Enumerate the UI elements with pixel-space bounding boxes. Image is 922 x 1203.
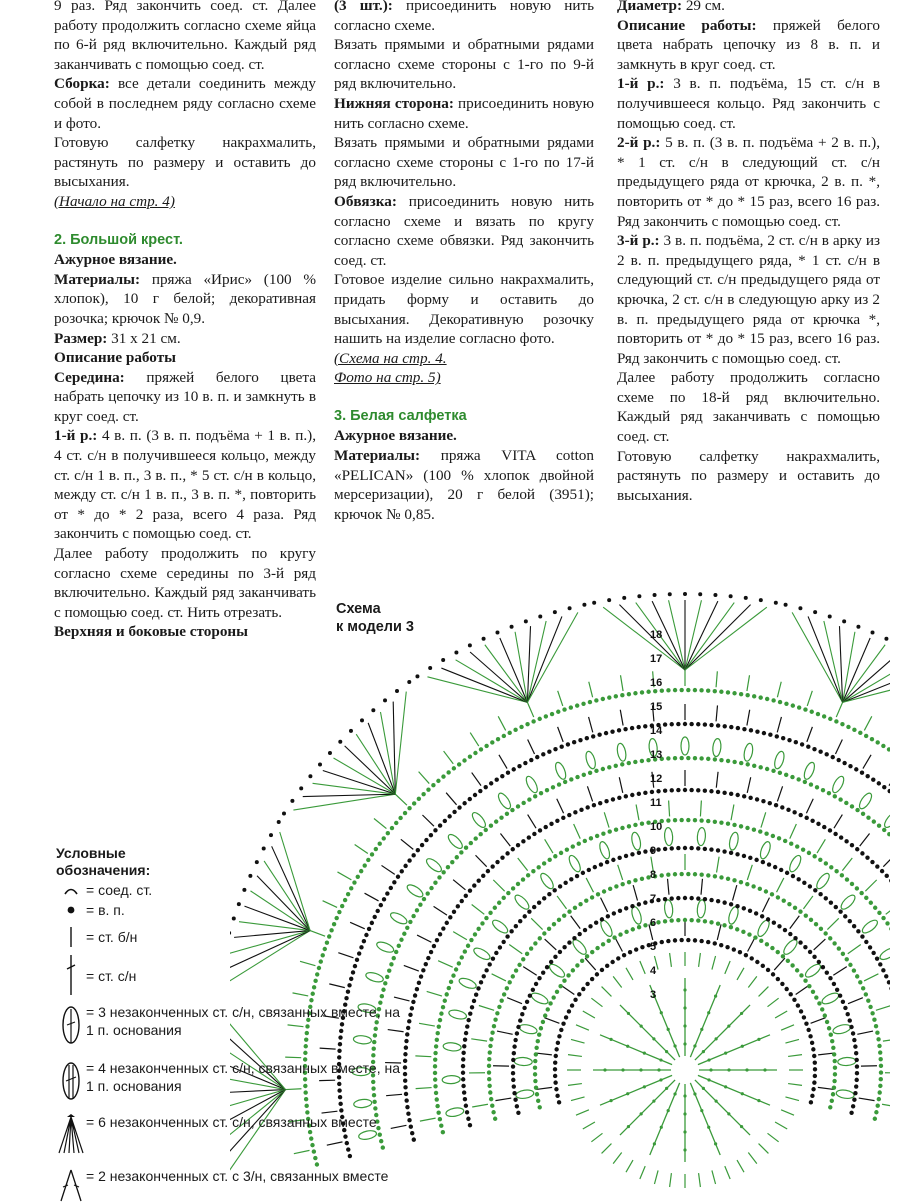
col3-para-2: Готовую салфетку накрахмалить, растянуть по размеру и оставить до высыхания.	[617, 447, 880, 506]
row-number-18: 18	[650, 629, 662, 641]
materials-para-3	[334, 446, 594, 524]
col3-para-1: Далее работу продолжить согласно схеме по 18-й ряд включительно. Каждый ряд заканчивать с помощью соед. ст.	[617, 368, 880, 446]
c3-row3-label: 3-й р.:	[617, 232, 660, 249]
c3-row1-para	[617, 74, 880, 133]
diameter-label: Диаметр:	[617, 0, 682, 14]
c3-row1-label: 1-й р.:	[617, 75, 664, 92]
section-title-3: 3. Белая салфетка	[334, 407, 594, 427]
bottom-text: присоединить новую нить согласно схеме.	[334, 95, 594, 132]
size-text: 31 х 21 см.	[107, 330, 180, 347]
row-number-3: 3	[650, 989, 656, 1001]
cluster-3-icon	[59, 1003, 83, 1047]
subtitle-2: Ажурное вязание.	[54, 250, 316, 270]
legend-item-6dc-cluster	[56, 1113, 406, 1157]
row-number-15: 15	[650, 701, 662, 713]
legend-text-5: = 3 незаконченных ст. с/н, связанных вместе, на 1 п. основания	[86, 1003, 406, 1039]
col2-para-2: Вязать прямыми и обратными рядами согласно схеме стороны с 1-го по 9-й ряд включительно.	[334, 35, 594, 94]
row-number-4: 4	[650, 965, 657, 977]
slip-stitch-icon	[61, 881, 81, 899]
work-desc-para	[617, 16, 880, 75]
legend-text-1: = соед. ст.	[86, 881, 152, 899]
assembly-text: все детали соединить между собой в последнем ряду согласно схеме и фото.	[54, 75, 316, 131]
col2-p1-text: присоединить новую нить согласно схеме.	[334, 0, 594, 34]
legend	[56, 845, 416, 879]
work-title: Описание работы	[54, 348, 316, 368]
subtitle-3: Ажурное вязание.	[334, 426, 594, 446]
assembly-label: Сборка:	[54, 75, 110, 92]
row-number-12: 12	[650, 773, 662, 785]
edge-para	[334, 192, 594, 270]
col1-page-ref: (Начало на стр. 4)	[54, 192, 316, 212]
legend-text-8: = 2 незаконченных ст. с 3/н, связанных вместе	[86, 1167, 406, 1185]
row-number-13: 13	[650, 749, 662, 761]
legend-text-4: = ст. с/н	[86, 953, 136, 985]
row-number-11: 11	[650, 797, 662, 809]
schema-title-line-1: Схема	[336, 600, 414, 618]
legend-text-3: = ст. б/н	[86, 925, 137, 946]
row-number-8: 8	[650, 869, 656, 881]
col1-para-1: 9 раз. Ряд закончить соед. ст. Далее работу продолжить согласно схеме яйца по 6-й ряд включительно. Каждый ряд заканчивать с помощью соед. ст.	[54, 0, 316, 74]
column-1	[54, 0, 316, 642]
edge-text: присоединить новую нить согласно схеме и вязать по кругу согласно схеме обвязки. Ряд закончить соед. ст.	[334, 193, 594, 269]
legend-item-slip-stitch	[56, 881, 152, 899]
center-para	[54, 368, 316, 427]
row-number-6: 6	[650, 917, 656, 929]
cluster-2tr-icon	[57, 1167, 85, 1203]
c3-row2-text: 5 в. п. (3 в. п. подъёма + 2 в. п.), * 1 ст. с/н в следующий ст. с/н предыдущего ряда от крючка, 2 в. п. *, повторить от * до * 15 раз, всего 16 раз. Ряд закончить с помощью соед. ст.	[617, 134, 880, 229]
materials-para-2	[54, 270, 316, 329]
cluster-6-icon	[57, 1113, 85, 1157]
schema-title-line-2: к модели 3	[336, 618, 414, 636]
row-number-17: 17	[650, 653, 662, 665]
diameter-para	[617, 0, 880, 16]
size-label: Размер:	[54, 330, 107, 347]
column-2	[334, 0, 594, 524]
legend-title-2: обозначения:	[56, 862, 416, 879]
row-number-10: 10	[650, 821, 662, 833]
center-label: Середина:	[54, 369, 125, 386]
legend-item-sc	[56, 925, 137, 949]
c3-row2-label: 2-й р.:	[617, 134, 660, 151]
col2-ref-2: Фото на стр. 5)	[334, 368, 594, 388]
materials-label: Материалы:	[54, 271, 140, 288]
bottom-label: Нижняя сторона:	[334, 95, 454, 112]
top-sides-label: Верхняя и боковые стороны	[54, 622, 316, 642]
legend-item-4dc-cluster	[56, 1059, 406, 1103]
work-desc-label: Описание работы:	[617, 17, 757, 34]
col2-p1-label: (3 шт.):	[334, 0, 393, 14]
cluster-4-icon	[59, 1059, 83, 1103]
legend-item-2tr-cluster	[56, 1167, 406, 1203]
edge-label: Обвязка:	[334, 193, 397, 210]
row-number-7: 7	[650, 893, 656, 905]
materials-label-3: Материалы:	[334, 447, 420, 464]
legend-item-dc	[56, 953, 136, 997]
legend-text-7: = 6 незаконченных ст. с/н, связанных вместе	[86, 1113, 406, 1131]
column-3	[617, 0, 880, 505]
row1-label: 1-й р.:	[54, 427, 97, 444]
col1-para-2: Готовую салфетку накрахмалить, растянуть по размеру и оставить до высыхания.	[54, 133, 316, 192]
materials-text: пряжа «Ирис» (100 % хлопок), 10 г белой; декоративная розочка; крючок № 0,9.	[54, 271, 316, 327]
legend-item-3dc-cluster	[56, 1003, 406, 1047]
legend-item-chain	[56, 901, 125, 919]
row-number-5: 5	[650, 941, 656, 953]
center-text: пряжей белого цвета набрать цепочку из 10 в. п. и замкнуть в круг соед. ст.	[54, 369, 316, 425]
double-crochet-icon	[61, 953, 81, 997]
c3-row2-para	[617, 133, 880, 231]
row-number-9: 9	[650, 845, 656, 857]
row-number-16: 16	[650, 677, 662, 689]
c3-row3-para	[617, 231, 880, 368]
diameter-text: 29 см.	[682, 0, 725, 14]
assembly-para	[54, 74, 316, 133]
col1-para-3: Далее работу продолжить по кругу согласно схеме середины по 3-й ряд включительно. Каждый ряд заканчивать с помощью соед. ст. Нить отрезать.	[54, 544, 316, 622]
legend-text-2: = в. п.	[86, 901, 125, 919]
section-title-2: 2. Большой крест.	[54, 231, 316, 251]
single-crochet-icon	[61, 925, 81, 949]
col2-ref-1: (Схема на стр. 4.	[334, 349, 594, 369]
legend-title-1: Условные	[56, 845, 416, 862]
col2-para-3: Вязать прямыми и обратными рядами согласно схеме стороны с 1-го по 17-й ряд включительно.	[334, 133, 594, 192]
chain-dot-icon	[61, 901, 81, 919]
materials-text-3: пряжа VITA cotton «PELICAN» (100 % хлопок двойной мерсеризации), 20 г белой (3951); крючок № 0,85.	[334, 447, 594, 523]
col2-para-4: Готовое изделие сильно накрахмалить, придать форму и оставить до высыхания. Декоративную розочку нашить на изделие согласно фото.	[334, 270, 594, 348]
c3-row1-text: 3 в. п. подъёма, 15 ст. с/н в получившееся кольцо. Ряд закончить с помощью соед. ст.	[617, 75, 880, 131]
row-number-14: 14	[650, 725, 663, 737]
c3-row3-text: 3 в. п. подъёма, 2 ст. с/н в арку из 2 в. п. предыдущего ряда, * 1 ст. с/н в следующий ст. с/н предыдущего ряда от крючка, 2 ст. с/н в следующую арку из 2 в. п. предыдущего ряда от крючка *, повторить от * до * 15 раз, всего 16 раз. Ряд закончить с помощью соед. ст.	[617, 232, 880, 367]
col2-para-1	[334, 0, 594, 35]
work-desc-text: пряжей белого цвета набрать цепочку из 8 в. п. и замкнуть в круг соед. ст.	[617, 17, 880, 73]
row1-text: 4 в. п. (3 в. п. подъёма + 1 в. п.), 4 ст. с/н в получившееся кольцо, между ст. с/н 1 в. п., 3 в. п., * 5 ст. с/н в кольцо, между ст. с/н 1 в. п., 3 в. п. *, повторить от * до * 2 раза, всего 4 раза. Ряд закончить с помощью соед. ст.	[54, 427, 316, 542]
legend-text-6: = 4 незаконченных ст. с/н, связанных вместе, на 1 п. основания	[86, 1059, 406, 1095]
row1-para	[54, 426, 316, 544]
bottom-side-para	[334, 94, 594, 133]
size-para	[54, 329, 316, 349]
